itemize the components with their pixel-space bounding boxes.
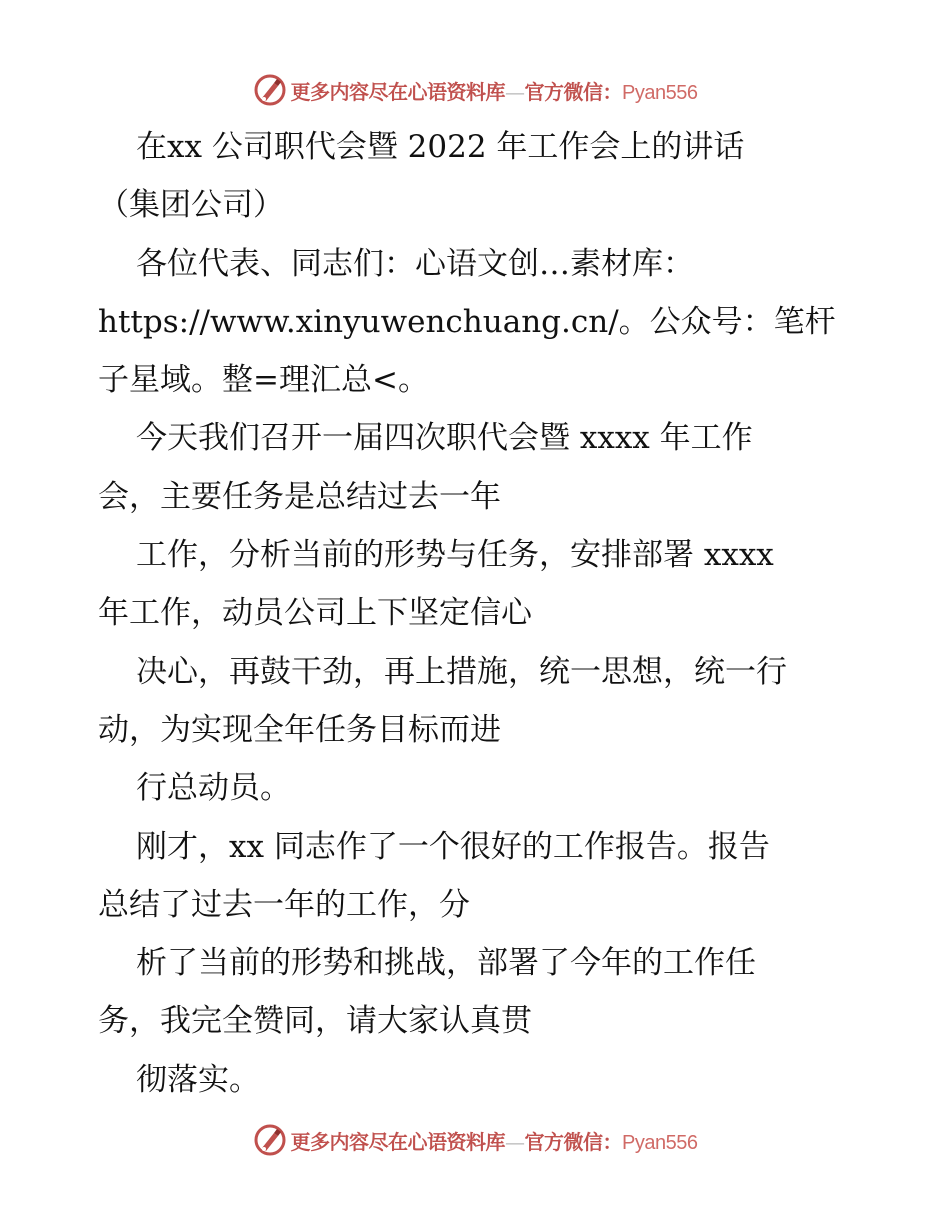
document-body — [98, 118, 858, 1109]
header-watermark-banner — [0, 68, 950, 112]
pen-logo-icon — [253, 73, 287, 107]
document-subtitle-line: （集团公司） — [98, 187, 284, 224]
paragraph-line: 彻落实。 — [136, 1061, 260, 1098]
paragraph-line: 年工作，动员公司上下坚定信心 — [98, 595, 532, 632]
document-title-line: 在xx 公司职代会暨 2022 年工作会上的讲话 — [136, 129, 745, 165]
paragraph-line: 行总动员。 — [136, 770, 291, 807]
footer-watermark-banner — [0, 1118, 950, 1162]
paragraph-line: 会，主要任务是总结过去一年 — [98, 478, 501, 515]
paragraph-line: 子星域。整=理汇总<。 — [98, 362, 429, 399]
paragraph-line: 析了当前的形势和挑战，部署了今年的工作任 — [136, 945, 756, 982]
pen-logo-icon — [253, 1123, 287, 1157]
paragraph-line: 总结了过去一年的工作，分 — [98, 886, 470, 923]
paragraph-line: 务，我完全赞同，请大家认真贯 — [98, 1003, 532, 1040]
paragraph-line: 今天我们召开一届四次职代会暨 xxxx 年工作 — [136, 420, 753, 457]
watermark-text: 更多内容尽在心语资料库—官方微信：Pyan556 — [290, 79, 698, 104]
paragraph-line: 动，为实现全年任务目标而进 — [98, 711, 501, 748]
paragraph-line: 各位代表、同志们：心语文创…素材库： — [136, 245, 694, 282]
paragraph-line: 工作，分析当前的形势与任务，安排部署 xxxx — [136, 537, 774, 574]
paragraph-line: 刚才，xx 同志作了一个很好的工作报告。报告 — [136, 828, 770, 865]
paragraph-line: https://www.xinyuwenchuang.cn/。公众号：笔杆 — [98, 303, 836, 340]
paragraph-line: 决心，再鼓干劲，再上措施，统一思想，统一行 — [136, 653, 787, 690]
watermark-text: 更多内容尽在心语资料库—官方微信：Pyan556 — [290, 1129, 698, 1154]
